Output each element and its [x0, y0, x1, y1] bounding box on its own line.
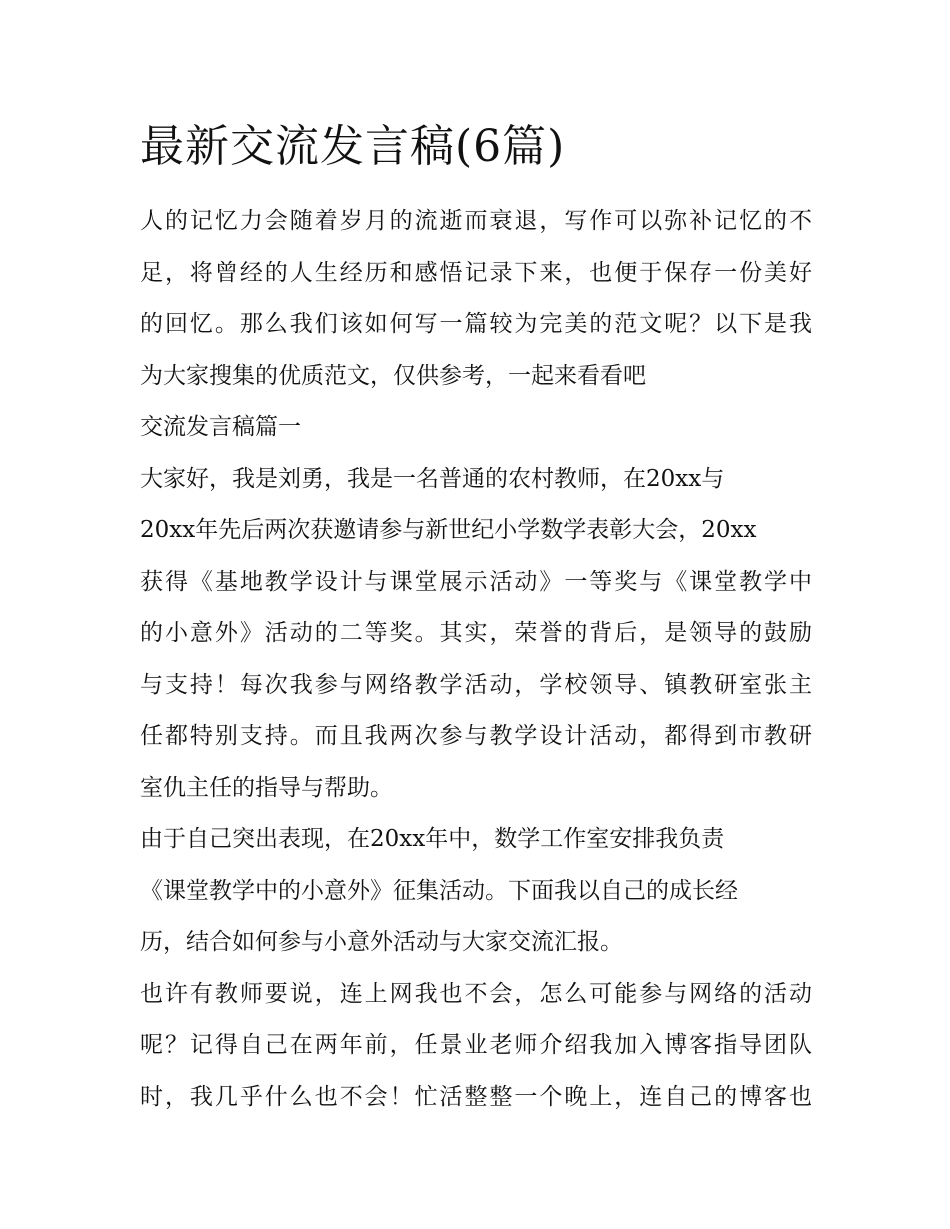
body-line-10: 与支持！每次我参与网络教学活动，学校领导、镇教研室张主	[140, 671, 812, 698]
body-line-7: 20xx年先后两次获邀请参与新世纪小学数学表彰大会，20xx	[140, 517, 757, 543]
body-line-8: 获得《基地教学设计与课堂展示活动》一等奖与《课堂教学中	[140, 568, 812, 595]
body-line-4: 为大家搜集的优质范文，仅供参考，一起来看看吧	[140, 362, 646, 389]
body-line-12: 室仇主任的指导与帮助。	[140, 774, 393, 801]
document-body	[140, 196, 812, 1123]
body-line-6: 大家好，我是刘勇，我是一名普通的农村教师，在20xx与	[140, 465, 725, 492]
body-line-16: 也许有教师要说，连上网我也不会，怎么可能参与网络的活动	[140, 980, 812, 1007]
body-line-9: 的小意外》活动的二等奖。其实，荣誉的背后，是领导的鼓励	[140, 620, 812, 646]
body-line-11: 任都特别支持。而且我两次参与教学设计活动，都得到市教研	[140, 723, 812, 749]
body-line-1: 人的记忆力会随着岁月的流逝而衰退，写作可以弥补记忆的不	[140, 208, 812, 234]
body-line-2: 足，将曾经的人生经历和感悟记录下来，也便于保存一份美好	[140, 259, 812, 286]
document-title: 最新交流发言稿(6篇)	[140, 121, 566, 172]
body-line-3: 的回忆。那么我们该如何写一篇较为完美的范文呢？以下是我	[140, 311, 812, 337]
body-line-14: 《课堂教学中的小意外》征集活动。下面我以自己的成长经	[140, 877, 738, 904]
body-line-13: 由于自己突出表现，在20xx年中，数学工作室安排我负责	[140, 826, 725, 852]
body-line-17: 呢？记得自己在两年前，任景业老师介绍我加入博客指导团队	[140, 1032, 812, 1058]
body-line-18: 时，我几乎什么也不会！忙活整整一个晚上，连自己的博客也	[140, 1083, 812, 1110]
section-heading: 交流发言稿篇一	[140, 414, 301, 440]
body-line-15: 历，结合如何参与小意外活动与大家交流汇报。	[140, 929, 623, 955]
